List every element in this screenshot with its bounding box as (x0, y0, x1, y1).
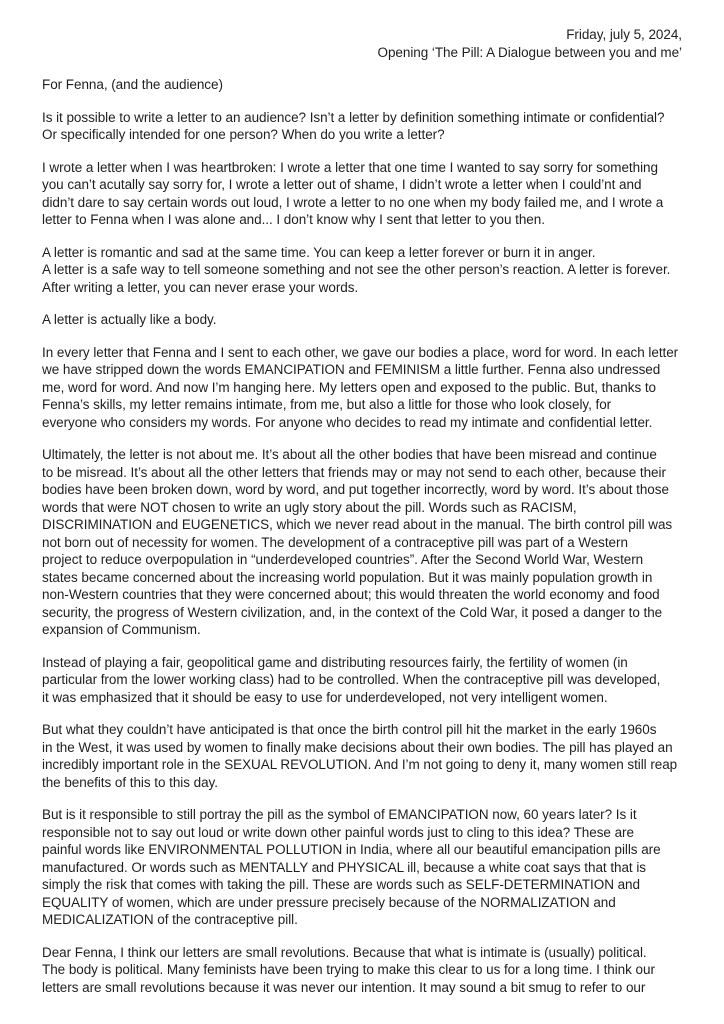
text-line: security, the progress of Western civilization, and, in the context of the Cold War, it posed a danger to the (42, 604, 663, 620)
text-line: Is it possible to write a letter to an audience? Isn’t a letter by definition something intimate or confidential? (42, 109, 665, 125)
text-line: Or specifically intended for one person? When do you write a letter? (42, 127, 445, 142)
text-line: letters are small revolutions because it was never our intention. It may sound a bit smug to refer to our (42, 979, 646, 995)
letter-occasion: Opening ‘The Pill: A Dialogue between you and me’ (377, 44, 682, 60)
salutation-text: For Fenna, (and the audience) (42, 77, 223, 92)
text-line: But what they couldn’t have anticipated is that once the birth control pill hit the market in the early 1960s (42, 722, 657, 737)
text-line: the benefits of this to this day. (42, 774, 218, 790)
text-line: states became concerned about the increasing world population. But it was mainly population growth in (42, 569, 653, 585)
paragraph (42, 721, 682, 791)
text-line: After writing a letter, you can never erase your words. (42, 279, 359, 295)
text-line: EQUALITY of women, which are under pressure precisely because of the NORMALIZATION and (42, 894, 616, 910)
text-line: in the West, it was used by women to finally make decisions about their own bodies. The pill has played an (42, 739, 673, 755)
text-line: A letter is actually like a body. (42, 312, 217, 327)
text-line: But is it responsible to still portray the pill as the symbol of EMANCIPATION now, 60 years later? Is it (42, 807, 637, 822)
text-line: me, word for word. And now I’m hanging here. My letters open and exposed to the public. But, thanks to (42, 379, 657, 395)
text-line: not born out of necessity for women. The development of a contraceptive pill was part of a Western (42, 534, 628, 550)
paragraph (42, 944, 682, 997)
letter-date: Friday, july 5, 2024, (566, 27, 682, 42)
text-line: MEDICALIZATION of the contraceptive pill. (42, 912, 298, 927)
text-line: it was emphasized that it should be easy to use for underdeveloped, not very intelligent women. (42, 689, 608, 705)
paragraph (42, 654, 682, 707)
letter-body (42, 109, 682, 997)
paragraph (42, 109, 682, 144)
text-line: I wrote a letter when I was heartbroken: I wrote a letter that one time I wanted to say sorry for something (42, 159, 658, 175)
text-line: The body is political. Many feminists have been trying to make this clear to us for a long time. I think our (42, 962, 655, 977)
text-line: letter to Fenna when I was alone and... I don’t know why I sent that letter to you then. (42, 212, 545, 227)
text-line: DISCRIMINATION and EUGENETICS, which we never read about in the manual. The birth control pill was (42, 517, 673, 532)
text-line: didn’t dare to say certain words out loud, I wrote a letter to no one when my body failed me, and I wrote a (42, 194, 664, 210)
paragraph (42, 159, 682, 229)
text-line: responsible not to say out loud or write down other painful words just to cling to this idea? These are (42, 824, 634, 840)
text-line: Instead of playing a fair, geopolitical game and distributing resources fairly, the fertility of women (in (42, 654, 628, 670)
text-line: A letter is romantic and sad at the same time. You can keep a letter forever or burn it in anger. (42, 244, 596, 260)
text-line: Fenna’s skills, my letter remains intimate, from me, but also a little for those who look closely, for (42, 397, 612, 412)
letter-header (42, 26, 682, 61)
text-line: incredibly important role in the SEXUAL REVOLUTION. And I’m not going to deny it, many women still reap (42, 757, 678, 772)
paragraph (42, 344, 682, 432)
text-line: Ultimately, the letter is not about me. It’s about all the other bodies that have been misread and continue (42, 447, 657, 462)
text-line: particular from the lower working class) had to be controlled. When the contraceptive pill was developed, (42, 672, 661, 687)
text-line: you can’t acutally say sorry for, I wrote a letter out of shame, I didn’t wrote a letter when I could’nt and (42, 177, 642, 192)
text-line: bodies have been broken down, word by word, and put together incorrectly, word by word. It’s about those (42, 482, 669, 497)
text-line: simply the risk that comes with taking the pill. These are words such as SELF-DETERMINATION and (42, 877, 640, 892)
letter-salutation (42, 76, 682, 94)
text-line: painful words like ENVIRONMENTAL POLLUTION in India, where all our beautiful emancipation pills are (42, 842, 661, 857)
paragraph (42, 311, 682, 329)
text-line: expansion of Communism. (42, 622, 201, 637)
text-line: A letter is a safe way to tell someone something and not see the other person’s reaction. A letter is forever. (42, 262, 671, 277)
text-line: non-Western countries that they were concerned about; this would threaten the world economy and food (42, 587, 660, 602)
text-line: manufactured. Or words such as MENTALLY and PHYSICAL ill, because a white coat says that that is (42, 859, 646, 875)
text-line: we have stripped down the words EMANCIPATION and FEMINISM a little further. Fenna also undressed (42, 362, 661, 377)
text-line: to be misread. It’s about all the other letters that friends may or may not send to each other, because their (42, 464, 666, 480)
text-line: everyone who considers my words. For anyone who decides to read my intimate and confidential letter. (42, 414, 653, 430)
text-line: Dear Fenna, I think our letters are small revolutions. Because that what is intimate is (usually) political. (42, 944, 647, 960)
text-line: In every letter that Fenna and I sent to each other, we gave our bodies a place, word for word. In each letter (42, 344, 679, 360)
text-line: words that were NOT chosen to write an ugly story about the pill. Words such as RACISM, (42, 499, 577, 515)
paragraph (42, 806, 682, 929)
text-line: project to reduce overpopulation in “underdeveloped countries”. After the Second World War, Western (42, 552, 644, 567)
paragraph (42, 446, 682, 639)
paragraph (42, 244, 682, 297)
